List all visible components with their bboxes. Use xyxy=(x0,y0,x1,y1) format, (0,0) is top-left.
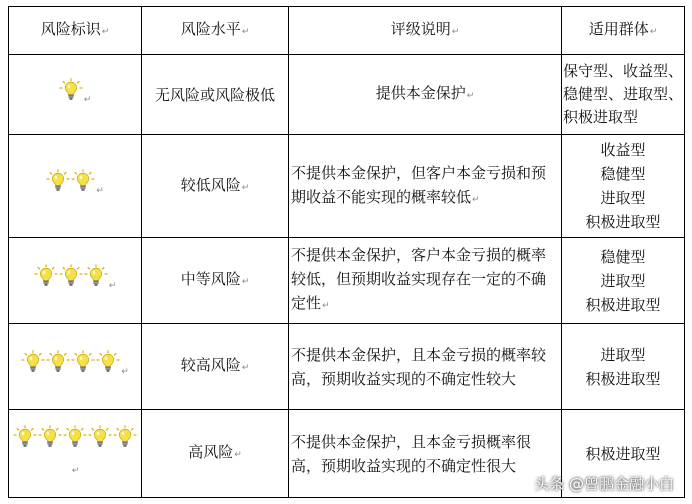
light-bulb-icon xyxy=(59,264,83,288)
risk-level-cell: 中等风险↵ xyxy=(142,238,289,324)
risk-level-cell: 高风险↵ xyxy=(142,410,289,498)
light-bulb-icon xyxy=(63,425,87,449)
risk-icons-cell: ↵ xyxy=(9,324,142,410)
light-bulb-icon xyxy=(113,425,137,449)
groups-cell: 稳健型 进取型 积极进取型 xyxy=(562,238,685,324)
description-cell: 不提供本金保护，且本金亏损的概率较高，预期收益实现的不确定性较大 xyxy=(289,324,562,410)
risk-level-cell: 较低风险↵ xyxy=(142,135,289,238)
description-cell: 不提供本金保护，且本金亏损概率很高，预期收益实现的不确定性很大 xyxy=(289,410,562,498)
header-target-group: 适用群体↵ xyxy=(562,7,685,55)
risk-icons-cell: ↵ xyxy=(9,238,142,324)
table-row xyxy=(9,135,685,238)
risk-icons-cell: ↵ xyxy=(9,135,142,238)
risk-icons-cell: ↵ xyxy=(9,55,142,135)
light-bulb-icon xyxy=(59,78,83,102)
groups-cell: 积极进取型 xyxy=(562,410,685,498)
description-cell: 不提供本金保护，但客户本金亏损和预期收益不能实现的概率较低↵ xyxy=(289,135,562,238)
groups-cell: 进取型 积极进取型 xyxy=(562,324,685,410)
light-bulb-icon xyxy=(46,169,70,193)
risk-icons-cell: ↵ xyxy=(9,410,142,498)
risk-rating-table xyxy=(8,6,685,498)
groups-cell: 收益型 稳健型 进取型 积极进取型 xyxy=(562,135,685,238)
light-bulb-icon xyxy=(88,425,112,449)
light-bulb-icon xyxy=(71,169,95,193)
header-row xyxy=(9,7,685,55)
groups-cell: 保守型、收益型、稳健型、进取型、积极进取型 xyxy=(562,55,685,135)
light-bulb-icon xyxy=(96,350,120,374)
risk-level-cell: 无风险或风险极低 xyxy=(142,55,289,135)
light-bulb-icon xyxy=(13,425,37,449)
watermark: 头条 @曾鹏金融小白 xyxy=(534,475,674,493)
header-rating-desc: 评级说明↵ xyxy=(289,7,562,55)
table-row xyxy=(9,324,685,410)
risk-level-cell: 较高风险↵ xyxy=(142,324,289,410)
header-risk-level: 风险水平↵ xyxy=(142,7,289,55)
light-bulb-icon xyxy=(34,264,58,288)
light-bulb-icon xyxy=(71,350,95,374)
description-cell: 提供本金保护↵ xyxy=(289,55,562,135)
light-bulb-icon xyxy=(38,425,62,449)
header-risk-icon: 风险标识↵ xyxy=(9,7,142,55)
table-row xyxy=(9,238,685,324)
light-bulb-icon xyxy=(84,264,108,288)
description-cell: 不提供本金保护，客户本金亏损的概率较低，但预期收益实现存在一定的不确定性↵ xyxy=(289,238,562,324)
light-bulb-icon xyxy=(46,350,70,374)
light-bulb-icon xyxy=(21,350,45,374)
table-row xyxy=(9,55,685,135)
